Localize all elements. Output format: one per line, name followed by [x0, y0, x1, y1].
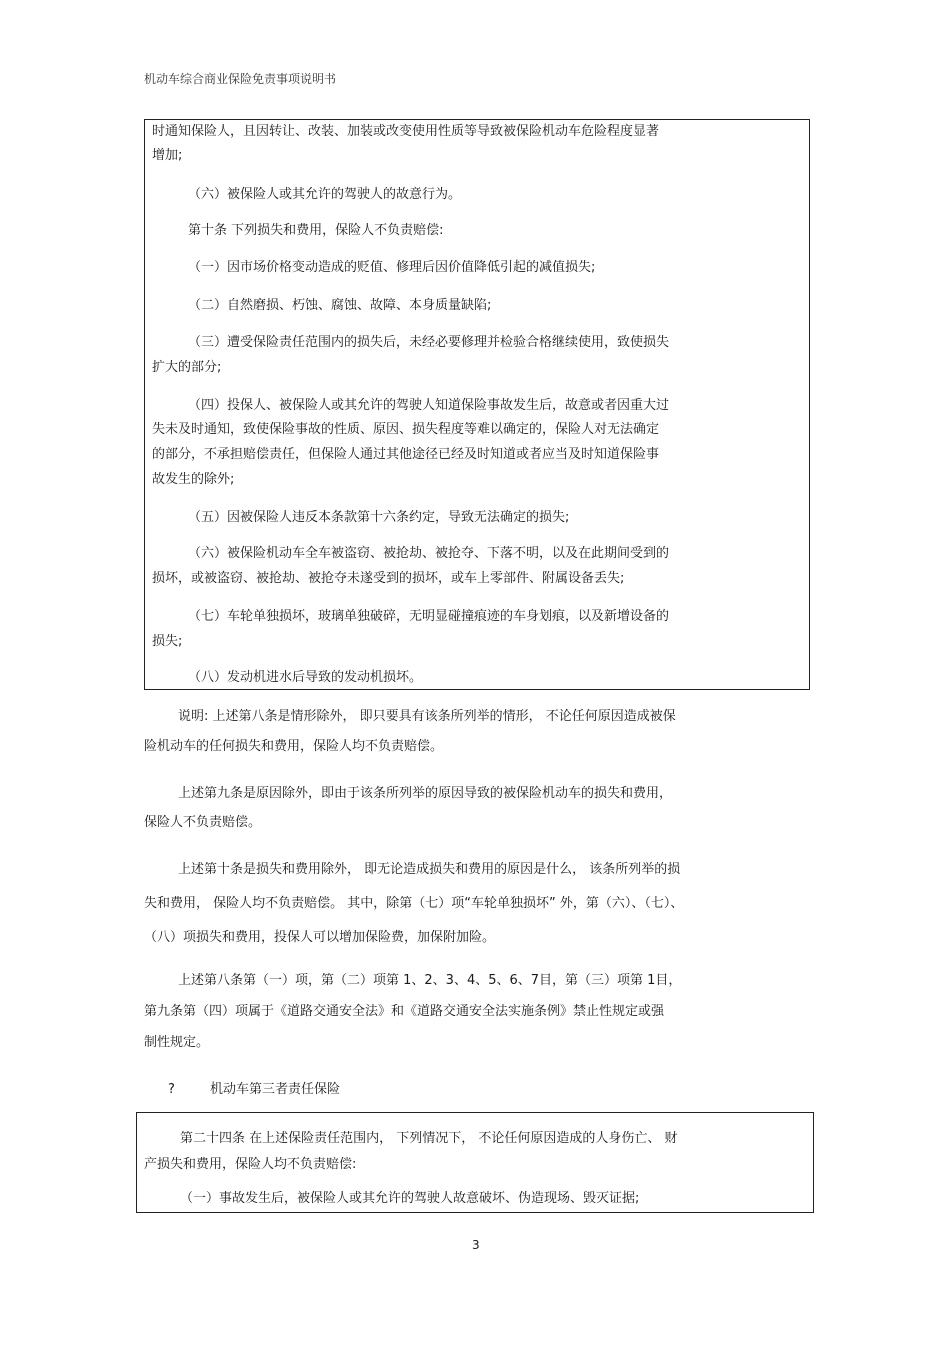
body-line: 制性规定。: [144, 1035, 210, 1050]
box1-line: 时通知保险人，且因转让、改装、加装或改变使用性质等导致被保险机动车危险程度显著: [152, 124, 660, 139]
box1-line: （八）发动机进水后导致的发动机损坏。: [188, 670, 423, 685]
box1-line: 故发生的除外;: [152, 472, 235, 487]
box1-line: 失未及时通知，致使保险事故的性质、原因、损失程度等难以确定的，保险人对无法确定: [152, 422, 660, 437]
body-line: 上述第八条第（一）项，第（二）项第 1、2、3、4、5、6、7目，第（三）项第 1目，: [178, 973, 682, 988]
document-header: 机动车综合商业保险免责事项说明书: [144, 72, 337, 86]
box1-line: 损失;: [152, 634, 183, 649]
section-bullet: ?: [168, 1082, 175, 1097]
box1-line: 扩大的部分;: [152, 360, 222, 375]
box2-line: 第二十四条 在上述保险责任范围内， 下列情况下， 不论任何原因造成的人身伤亡、 财: [180, 1131, 678, 1146]
body-line: （八）项损失和费用，投保人可以增加保险费，加保附加险。: [144, 930, 496, 945]
box1-line: 增加;: [152, 148, 183, 163]
body-line: 上述第十条是损失和费用除外， 即无论造成损失和费用的原因是什么， 该条所列举的损: [178, 862, 681, 877]
box1-line: （二）自然磨损、朽蚀、腐蚀、故障、本身质量缺陷;: [188, 298, 492, 313]
body-line: 保险人不负责赔偿。: [144, 815, 262, 830]
section-title: 机动车第三者责任保险: [210, 1082, 341, 1097]
page-number: 3: [472, 1238, 480, 1252]
body-line: 上述第九条是原因除外，即由于该条所列举的原因导致的被保险机动车的损失和费用，: [178, 786, 673, 801]
box2-line: 产损失和费用，保险人均不负责赔偿:: [144, 1157, 357, 1172]
body-line: 险机动车的任何损失和费用，保险人均不负责赔偿。: [144, 739, 444, 754]
box1-line: （七）车轮单独损坏，玻璃单独破碎，无明显碰撞痕迹的车身划痕，以及新增设备的: [188, 609, 670, 624]
box1-line: 的部分，不承担赔偿责任，但保险人通过其他途径已经及时知道或者应当及时知道保险事: [152, 447, 660, 462]
box1-line: 第十条 下列损失和费用，保险人不负责赔偿:: [188, 223, 444, 238]
box1-line: 损坏，或被盗窃、被抢劫、被抢夺未遂受到的损坏，或车上零部件、附属设备丢失;: [152, 571, 625, 586]
box1-line: （六）被保险机动车全车被盗窃、被抢劫、被抢夺、下落不明，以及在此期间受到的: [188, 546, 670, 561]
body-line: 失和费用， 保险人均不负责赔偿。 其中，除第（七）项“车轮单独损坏” 外，第（六）、（七）、: [144, 896, 684, 911]
box1-line: （四）投保人、被保险人或其允许的驾驶人知道保险事故发生后，故意或者因重大过: [188, 398, 670, 413]
box1-line: （一）因市场价格变动造成的贬值、修理后因价值降低引起的减值损失;: [188, 260, 596, 275]
body-line: 第九条第（四）项属于《道路交通安全法》和《道路交通安全法实施条例》禁止性规定或强: [144, 1004, 665, 1019]
box1-line: （三）遭受保险责任范围内的损失后，未经必要修理并检验合格继续使用，致使损失: [188, 335, 670, 350]
box2-line: （一）事故发生后，被保险人或其允许的驾驶人故意破坏、伪造现场、毁灭证据;: [180, 1191, 640, 1206]
box1-line: （六）被保险人或其允许的驾驶人的故意行为。: [188, 187, 462, 202]
box1-line: （五）因被保险人违反本条款第十六条约定，导致无法确定的损失;: [188, 510, 570, 525]
body-line: 说明: 上述第八条是情形除外， 即只要具有该条所列举的情形， 不论任何原因造成被保: [178, 709, 676, 724]
